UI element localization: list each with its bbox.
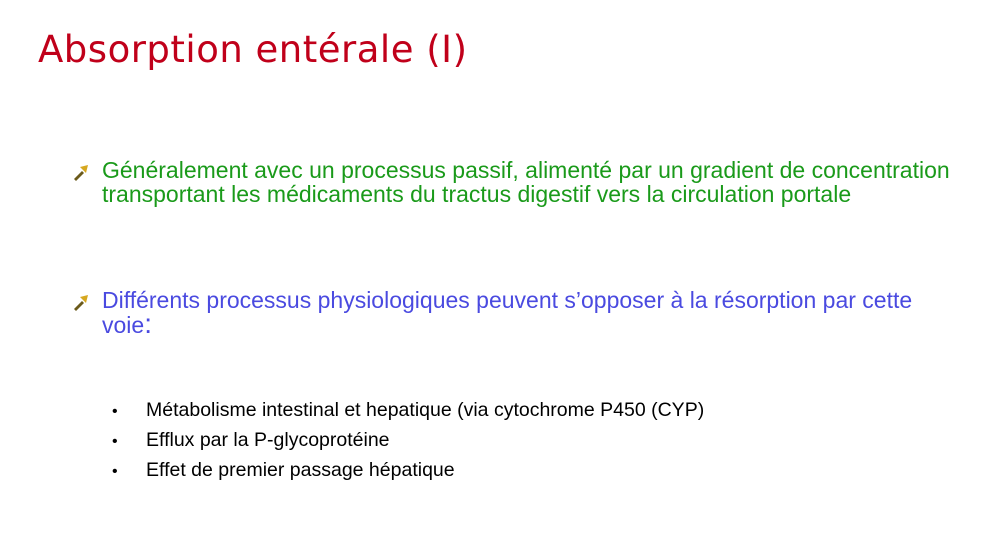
arrow-bullet-icon (72, 293, 90, 311)
bullet-item-passive-process (72, 158, 962, 206)
bullet-item-physiological-processes (72, 288, 962, 337)
bullet-text-main: Généralement avec un processus passif, alimenté par un gradient de concentration transportant les médicaments du tractus digestif vers la circulation portale (102, 157, 950, 207)
arrow-bullet-icon (72, 163, 90, 181)
sub-bullet-text: Effet de premier passage hépatique (146, 459, 455, 481)
sub-bullet-item (112, 396, 704, 426)
bullet-text (102, 288, 962, 337)
bullet-text-main: Différents processus physiologiques peuvent s’opposer à la résorption par cette voie (102, 287, 913, 338)
sub-bullet-text: Efflux par la P-glycoprotéine (146, 429, 390, 451)
sub-bullet-text: Métabolisme intestinal et hepatique (via cytochrome P450 (CYP) (146, 399, 705, 421)
slide-title: Absorption entérale (I) (38, 28, 468, 71)
sub-bullet-list (112, 396, 704, 486)
bullet-text-colon: : (144, 308, 152, 339)
sub-bullet-item (112, 456, 704, 486)
sub-bullet-marker: • (112, 433, 118, 450)
sub-bullet-item (112, 426, 704, 456)
sub-bullet-marker: • (112, 463, 118, 480)
sub-bullet-marker: • (112, 403, 118, 420)
bullet-text (102, 158, 962, 206)
